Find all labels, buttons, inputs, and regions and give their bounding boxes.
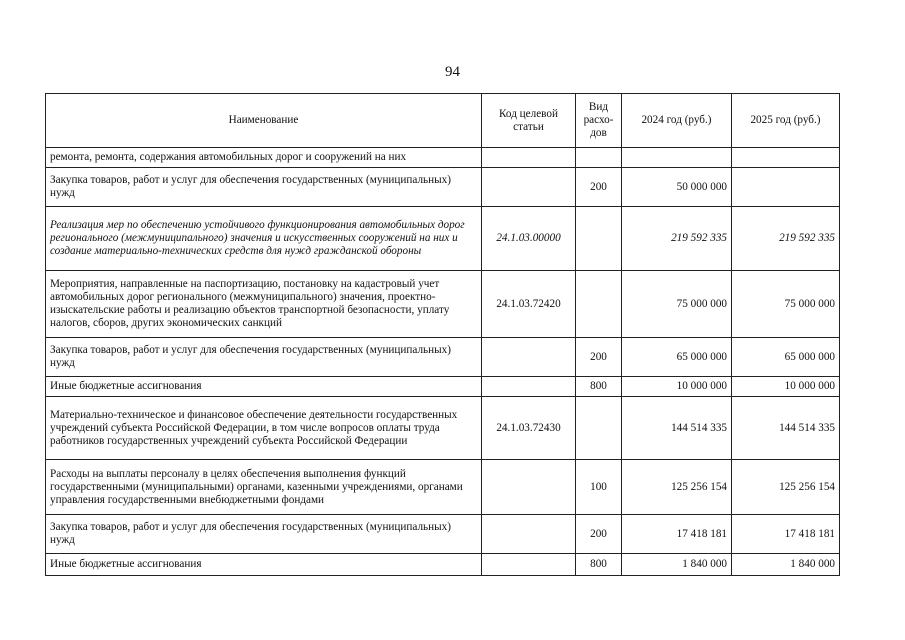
row-name: Закупка товаров, работ и услуг для обеспечения государственных (муниципальных) нужд (46, 168, 482, 207)
row-2024: 65 000 000 (622, 338, 732, 377)
row-2024: 219 592 335 (622, 207, 732, 271)
table-header-row (46, 94, 840, 148)
row-type: 800 (576, 554, 622, 576)
row-2025 (732, 168, 840, 207)
header-code: Код целевой статьи (482, 94, 576, 148)
table-row (46, 338, 840, 377)
row-name: Материально-техническое и финансовое обеспечение деятельности государственных учреждений субъекта Российской Федерации, в том числе вопросов оплаты труда работников государственных учреждений субъекта Российской Федерации (46, 397, 482, 460)
table-row (46, 271, 840, 338)
row-2024: 144 514 335 (622, 397, 732, 460)
row-name: Закупка товаров, работ и услуг для обеспечения государственных (муниципальных) нужд (46, 515, 482, 554)
table-row (46, 515, 840, 554)
row-name: ремонта, ремонта, содержания автомобильных дорог и сооружений на них (46, 148, 482, 168)
row-2025: 10 000 000 (732, 377, 840, 397)
table-row (46, 148, 840, 168)
budget-table (45, 93, 840, 576)
row-code: 24.1.03.00000 (482, 207, 576, 271)
row-name: Иные бюджетные ассигнования (46, 554, 482, 576)
row-name: Мероприятия, направленные на паспортизацию, постановку на кадастровый учет автомобильных дорог регионального (межмуниципального) значения, проектно-изыскательские работы и реализацию объектов транспортной безопасности, уплату налогов, сборов, других экономических санкций (46, 271, 482, 338)
table-row (46, 168, 840, 207)
row-code: 24.1.03.72420 (482, 271, 576, 338)
row-type (576, 207, 622, 271)
header-type: Вид расхо-дов (576, 94, 622, 148)
row-2024: 1 840 000 (622, 554, 732, 576)
row-type (576, 397, 622, 460)
row-type: 200 (576, 168, 622, 207)
row-type: 200 (576, 515, 622, 554)
table-row (46, 397, 840, 460)
page-number: 94 (445, 64, 460, 80)
row-2024: 10 000 000 (622, 377, 732, 397)
row-2025: 125 256 154 (732, 460, 840, 515)
row-type (576, 271, 622, 338)
row-2025: 75 000 000 (732, 271, 840, 338)
row-code (482, 554, 576, 576)
row-2024 (622, 148, 732, 168)
row-name: Расходы на выплаты персоналу в целях обеспечения выполнения функций государственными (муниципальными) органами, казенными учреждениями, органами управления государственными внебюджетными фондами (46, 460, 482, 515)
row-type: 200 (576, 338, 622, 377)
table-row (46, 207, 840, 271)
row-2024: 50 000 000 (622, 168, 732, 207)
row-2024: 75 000 000 (622, 271, 732, 338)
row-2024: 125 256 154 (622, 460, 732, 515)
row-name: Закупка товаров, работ и услуг для обеспечения государственных (муниципальных) нужд (46, 338, 482, 377)
row-code (482, 168, 576, 207)
row-2025: 17 418 181 (732, 515, 840, 554)
header-2025: 2025 год (руб.) (732, 94, 840, 148)
table-row (46, 460, 840, 515)
header-2024: 2024 год (руб.) (622, 94, 732, 148)
row-type: 800 (576, 377, 622, 397)
row-code (482, 338, 576, 377)
row-code (482, 377, 576, 397)
table-row (46, 377, 840, 397)
row-2025: 219 592 335 (732, 207, 840, 271)
row-type (576, 148, 622, 168)
row-2024: 17 418 181 (622, 515, 732, 554)
header-name: Наименование (46, 94, 482, 148)
row-code (482, 515, 576, 554)
row-code (482, 460, 576, 515)
row-2025: 1 840 000 (732, 554, 840, 576)
row-2025 (732, 148, 840, 168)
row-2025: 65 000 000 (732, 338, 840, 377)
table-row (46, 554, 840, 576)
row-name: Иные бюджетные ассигнования (46, 377, 482, 397)
row-code (482, 148, 576, 168)
row-type: 100 (576, 460, 622, 515)
row-name: Реализация мер по обеспечению устойчивого функционирования автомобильных дорог регионального (межмуниципального) значения и искусственных сооружений на них и создание материально-технических средств для нужд гражданской обороны (46, 207, 482, 271)
row-2025: 144 514 335 (732, 397, 840, 460)
row-code: 24.1.03.72430 (482, 397, 576, 460)
